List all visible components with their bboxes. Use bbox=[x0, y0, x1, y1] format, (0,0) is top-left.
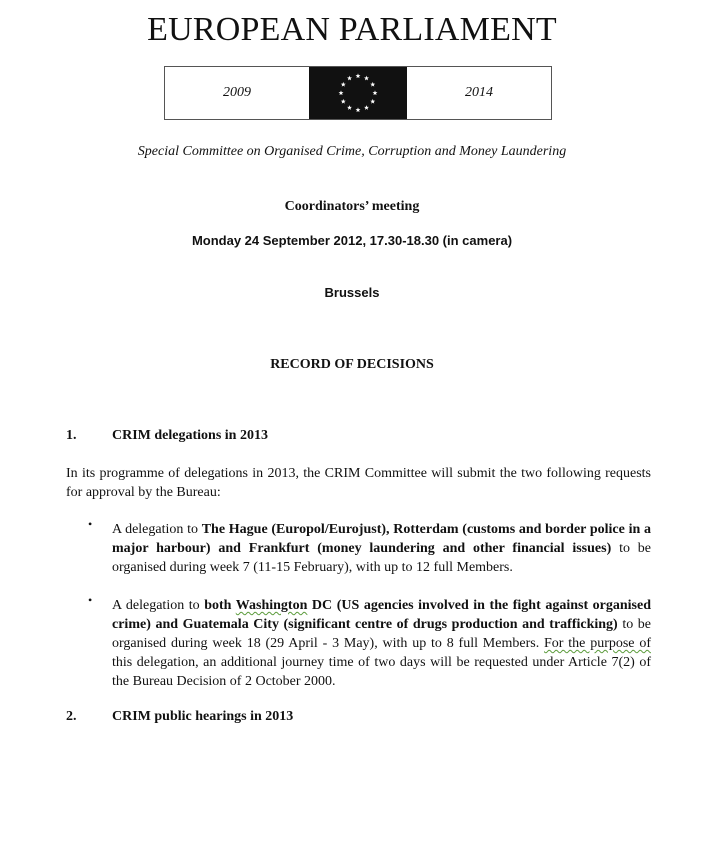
bullet-icon: • bbox=[88, 593, 93, 607]
eu-star-icon bbox=[364, 76, 369, 81]
bullet-icon: • bbox=[88, 517, 93, 531]
section-title: CRIM public hearings in 2013 bbox=[112, 709, 294, 724]
eu-stars-icon bbox=[309, 67, 407, 119]
section-number: 2. bbox=[66, 709, 77, 724]
eu-star-icon bbox=[339, 90, 344, 95]
committee-name: Special Committee on Organised Crime, Corruption and Money Laundering bbox=[137, 144, 567, 159]
eu-star-icon bbox=[370, 82, 375, 87]
bullet-bold-text: both bbox=[204, 598, 236, 613]
section-intro: In its programme of delegations in 2013, the CRIM Committee will submit the two following requests for approval by the Bureau: bbox=[66, 466, 651, 500]
eu-flag-icon bbox=[309, 67, 407, 119]
bullet-item-1 bbox=[112, 520, 651, 577]
bullet-text: this delegation, an additional journey time of two days will be requested under Article 7(2) of the Bureau Decision of 2 October 2000. bbox=[112, 655, 651, 689]
section-title: CRIM delegations in 2013 bbox=[112, 428, 268, 443]
bullet-text: A delegation to bbox=[112, 522, 202, 537]
meeting-place: Brussels bbox=[324, 285, 380, 300]
bullet-text: to be organised during week 7 (11-15 February), with up to 12 full Members. bbox=[112, 541, 651, 575]
eu-star-icon bbox=[347, 105, 352, 110]
meeting-title: Coordinators’ meeting bbox=[284, 199, 420, 214]
bullet-item-2 bbox=[112, 596, 651, 691]
grammar-check-phrase: For the purpose of bbox=[544, 636, 651, 651]
section-number: 1. bbox=[66, 428, 77, 443]
term-start: 2009 bbox=[223, 85, 251, 100]
eu-star-icon bbox=[370, 99, 375, 104]
institution-title: EUROPEAN PARLIAMENT bbox=[147, 11, 557, 48]
spellcheck-word: Washington bbox=[235, 598, 308, 613]
eu-star-icon bbox=[341, 99, 346, 104]
meeting-datetime: Monday 24 September 2012, 17.30-18.30 (in camera) bbox=[191, 233, 513, 248]
eu-star-icon bbox=[373, 90, 378, 95]
eu-star-icon bbox=[356, 107, 361, 112]
section-heading-2 bbox=[66, 709, 293, 725]
term-box bbox=[164, 66, 552, 120]
eu-star-icon bbox=[347, 76, 352, 81]
eu-star-icon bbox=[364, 105, 369, 110]
bullet-bold-text: DC (US agencies involved in the fight against organised crime) and Guatemala City (significant centre of drugs production and trafficking) bbox=[112, 598, 651, 632]
document-title: RECORD OF DECISIONS bbox=[270, 357, 434, 372]
bullet-text: to be organised during week 18 (29 April - 3 May), with up to 8 full Members. bbox=[112, 617, 652, 651]
eu-star-icon bbox=[341, 82, 346, 87]
term-end: 2014 bbox=[465, 85, 493, 100]
eu-star-icon bbox=[356, 73, 361, 78]
section-heading-1 bbox=[66, 428, 268, 444]
bullet-text: A delegation to bbox=[112, 598, 205, 613]
bullet-bold-text: The Hague (Europol/Eurojust), Rotterdam (customs and border police in a major harbour) and Frankfurt (money laundering and other financial issues) bbox=[112, 522, 651, 556]
